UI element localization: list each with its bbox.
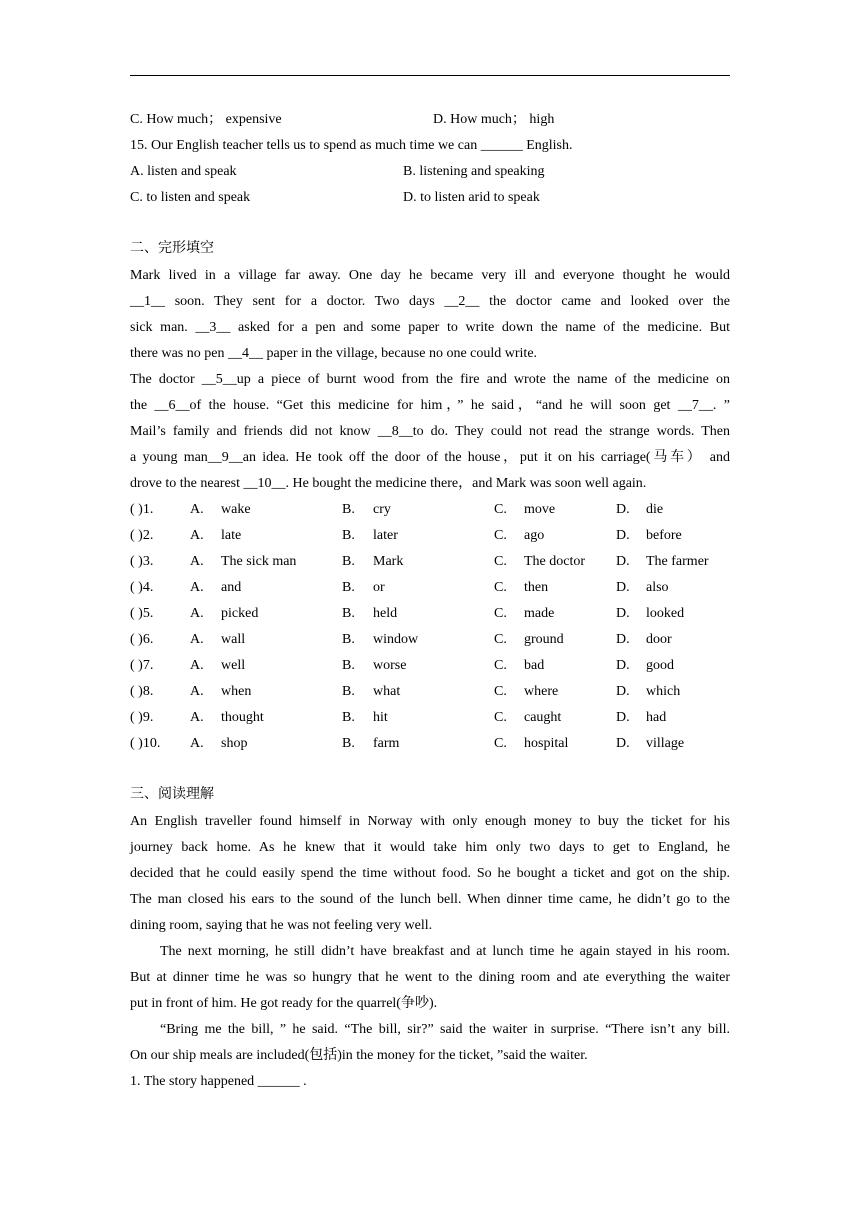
option-b-text: what — [373, 684, 401, 699]
option-b-text: window — [373, 632, 419, 647]
cloze-line: a young man__9__an idea. He took off the door of the house，put it on his carriage(马车） and — [130, 450, 730, 465]
q14-option-d: D. How much； high — [433, 112, 555, 127]
option-c-text: move — [524, 502, 556, 517]
option-c-text: hospital — [524, 736, 569, 751]
cloze-option-row — [130, 631, 730, 649]
option-b-letter: B. — [342, 710, 355, 725]
option-b-text: cry — [373, 502, 391, 517]
option-c-text: ground — [524, 632, 564, 647]
reading-line: decided that he could easily spend the time without food. So he bought a ticket and got on the ship. — [130, 866, 730, 881]
reading-line: “Bring me the bill, ” he said. “The bill, sir?” said the waiter in surprise. “There isn’t any bill. — [160, 1022, 730, 1037]
option-a-letter: A. — [190, 658, 204, 673]
option-a-text: shop — [221, 736, 248, 751]
q15-option-b: B. listening and speaking — [403, 164, 545, 179]
option-c-text: caught — [524, 710, 562, 725]
option-a-letter: A. — [190, 684, 204, 699]
option-d-text: good — [646, 658, 674, 673]
option-b-letter: B. — [342, 606, 355, 621]
question-15-options-cd — [130, 189, 730, 207]
header-rule — [130, 75, 730, 76]
q14-option-c: C. How much； expensive — [130, 112, 282, 127]
option-c-text: where — [524, 684, 559, 699]
option-a-letter: A. — [190, 580, 204, 595]
option-d-text: The farmer — [646, 554, 709, 569]
q15-option-c: C. to listen and speak — [130, 190, 251, 205]
cloze-option-row — [130, 683, 730, 701]
option-number: ( )2. — [130, 528, 154, 543]
cloze-line: Mark lived in a village far away. One day he became very ill and everyone thought he would — [130, 268, 730, 283]
reading-question-1: 1. The story happened ______ . — [130, 1074, 307, 1089]
option-d-letter: D. — [616, 658, 630, 673]
option-number: ( )4. — [130, 580, 154, 595]
option-d-text: looked — [646, 606, 685, 621]
option-d-text: which — [646, 684, 681, 699]
option-a-text: well — [221, 658, 246, 673]
option-d-text: before — [646, 528, 682, 543]
option-c-text: The doctor — [524, 554, 586, 569]
option-a-text: The sick man — [221, 554, 297, 569]
option-a-letter: A. — [190, 736, 204, 751]
cloze-option-row — [130, 657, 730, 675]
option-a-text: wall — [221, 632, 246, 647]
option-a-letter: A. — [190, 528, 204, 543]
option-c-letter: C. — [494, 528, 507, 543]
option-a-text: when — [221, 684, 252, 699]
option-b-letter: B. — [342, 632, 355, 647]
option-b-letter: B. — [342, 736, 355, 751]
option-c-text: made — [524, 606, 555, 621]
reading-line: dining room, saying that he was not feeling very well. — [130, 918, 433, 933]
option-number: ( )8. — [130, 684, 154, 699]
cloze-option-row — [130, 579, 730, 597]
option-a-letter: A. — [190, 632, 204, 647]
option-d-text: village — [646, 736, 685, 751]
option-a-letter: A. — [190, 710, 204, 725]
option-b-text: farm — [373, 736, 400, 751]
option-c-letter: C. — [494, 684, 507, 699]
option-c-letter: C. — [494, 658, 507, 673]
option-b-letter: B. — [342, 502, 355, 517]
reading-line: On our ship meals are included(包括)in the money for the ticket, ”said the waiter. — [130, 1048, 588, 1063]
cloze-line: sick man. __3__ asked for a pen and some paper to write down the name of the medicine. But — [130, 320, 730, 335]
option-a-text: late — [221, 528, 242, 543]
option-number: ( )7. — [130, 658, 154, 673]
option-b-letter: B. — [342, 580, 355, 595]
option-c-letter: C. — [494, 580, 507, 595]
option-d-letter: D. — [616, 554, 630, 569]
cloze-line: there was no pen __4__ paper in the village, because no one could write. — [130, 346, 538, 361]
option-d-letter: D. — [616, 528, 630, 543]
cloze-line: Mail’s family and friends did not know __8__to do. They could not read the strange words. Then — [130, 424, 730, 439]
option-d-letter: D. — [616, 710, 630, 725]
option-number: ( )10. — [130, 736, 161, 751]
option-a-text: thought — [221, 710, 264, 725]
reading-line: put in front of him. He got ready for the quarrel(争吵). — [130, 996, 438, 1011]
option-c-text: bad — [524, 658, 545, 673]
reading-line: But at dinner time he was so hungry that he went to the dining room and ate everything the waiter — [130, 970, 730, 985]
option-number: ( )9. — [130, 710, 154, 725]
option-d-letter: D. — [616, 502, 630, 517]
option-b-text: or — [373, 580, 385, 595]
option-d-text: door — [646, 632, 672, 647]
q15-option-a: A. listen and speak — [130, 164, 237, 179]
option-d-letter: D. — [616, 736, 630, 751]
option-number: ( )1. — [130, 502, 154, 517]
option-d-letter: D. — [616, 580, 630, 595]
question-15-stem: 15. Our English teacher tells us to spend as much time we can ______ English. — [130, 138, 573, 153]
option-d-letter: D. — [616, 684, 630, 699]
reading-line: An English traveller found himself in Norway with only enough money to buy the ticket for his — [130, 814, 730, 829]
option-d-letter: D. — [616, 606, 630, 621]
option-b-text: worse — [373, 658, 407, 673]
option-d-text: had — [646, 710, 667, 725]
option-d-text: die — [646, 502, 664, 517]
cloze-option-row — [130, 553, 730, 571]
option-number: ( )3. — [130, 554, 154, 569]
cloze-heading: 二、完形填空 — [130, 240, 214, 256]
option-b-letter: B. — [342, 528, 355, 543]
option-c-text: then — [524, 580, 549, 595]
cloze-line: the __6__of the house. “Get this medicine for him，” he said，“and he will soon get __7__. ” — [130, 398, 730, 413]
cloze-option-row — [130, 527, 730, 545]
option-c-letter: C. — [494, 736, 507, 751]
reading-line: journey back home. As he knew that it would take him only two days to get to England, he — [130, 840, 730, 855]
option-number: ( )5. — [130, 606, 154, 621]
reading-line: The man closed his ears to the sound of the lunch bell. When dinner time came, he didn’t go to the — [130, 892, 730, 907]
option-c-letter: C. — [494, 632, 507, 647]
option-a-text: and — [221, 580, 242, 595]
option-b-text: held — [373, 606, 398, 621]
option-number: ( )6. — [130, 632, 154, 647]
option-c-text: ago — [524, 528, 545, 543]
option-a-text: wake — [221, 502, 251, 517]
cloze-line: drove to the nearest __10__. He bought the medicine there，and Mark was soon well again. — [130, 476, 647, 491]
option-a-letter: A. — [190, 554, 204, 569]
option-b-letter: B. — [342, 554, 355, 569]
cloze-option-row — [130, 501, 730, 519]
reading-heading: 三、阅读理解 — [130, 786, 214, 802]
option-a-text: picked — [221, 606, 259, 621]
option-c-letter: C. — [494, 606, 507, 621]
option-a-letter: A. — [190, 502, 204, 517]
option-d-text: also — [646, 580, 669, 595]
option-c-letter: C. — [494, 502, 507, 517]
q15-option-d: D. to listen arid to speak — [403, 190, 540, 205]
option-b-letter: B. — [342, 684, 355, 699]
option-c-letter: C. — [494, 710, 507, 725]
reading-line: The next morning, he still didn’t have breakfast and at lunch time he again stayed in his room. — [160, 944, 730, 959]
question-14-options-cd — [130, 111, 730, 129]
cloze-option-row — [130, 709, 730, 727]
option-b-letter: B. — [342, 658, 355, 673]
option-a-letter: A. — [190, 606, 204, 621]
option-d-letter: D. — [616, 632, 630, 647]
cloze-option-row — [130, 605, 730, 623]
cloze-option-row — [130, 735, 730, 753]
option-c-letter: C. — [494, 554, 507, 569]
option-b-text: later — [373, 528, 398, 543]
question-15-options-ab — [130, 163, 730, 181]
cloze-line: The doctor __5__up a piece of burnt wood from the fire and wrote the name of the medicine on — [130, 372, 730, 387]
option-b-text: hit — [373, 710, 388, 725]
cloze-line: __1__ soon. They sent for a doctor. Two days __2__ the doctor came and looked over the — [130, 294, 730, 309]
option-b-text: Mark — [373, 554, 404, 569]
